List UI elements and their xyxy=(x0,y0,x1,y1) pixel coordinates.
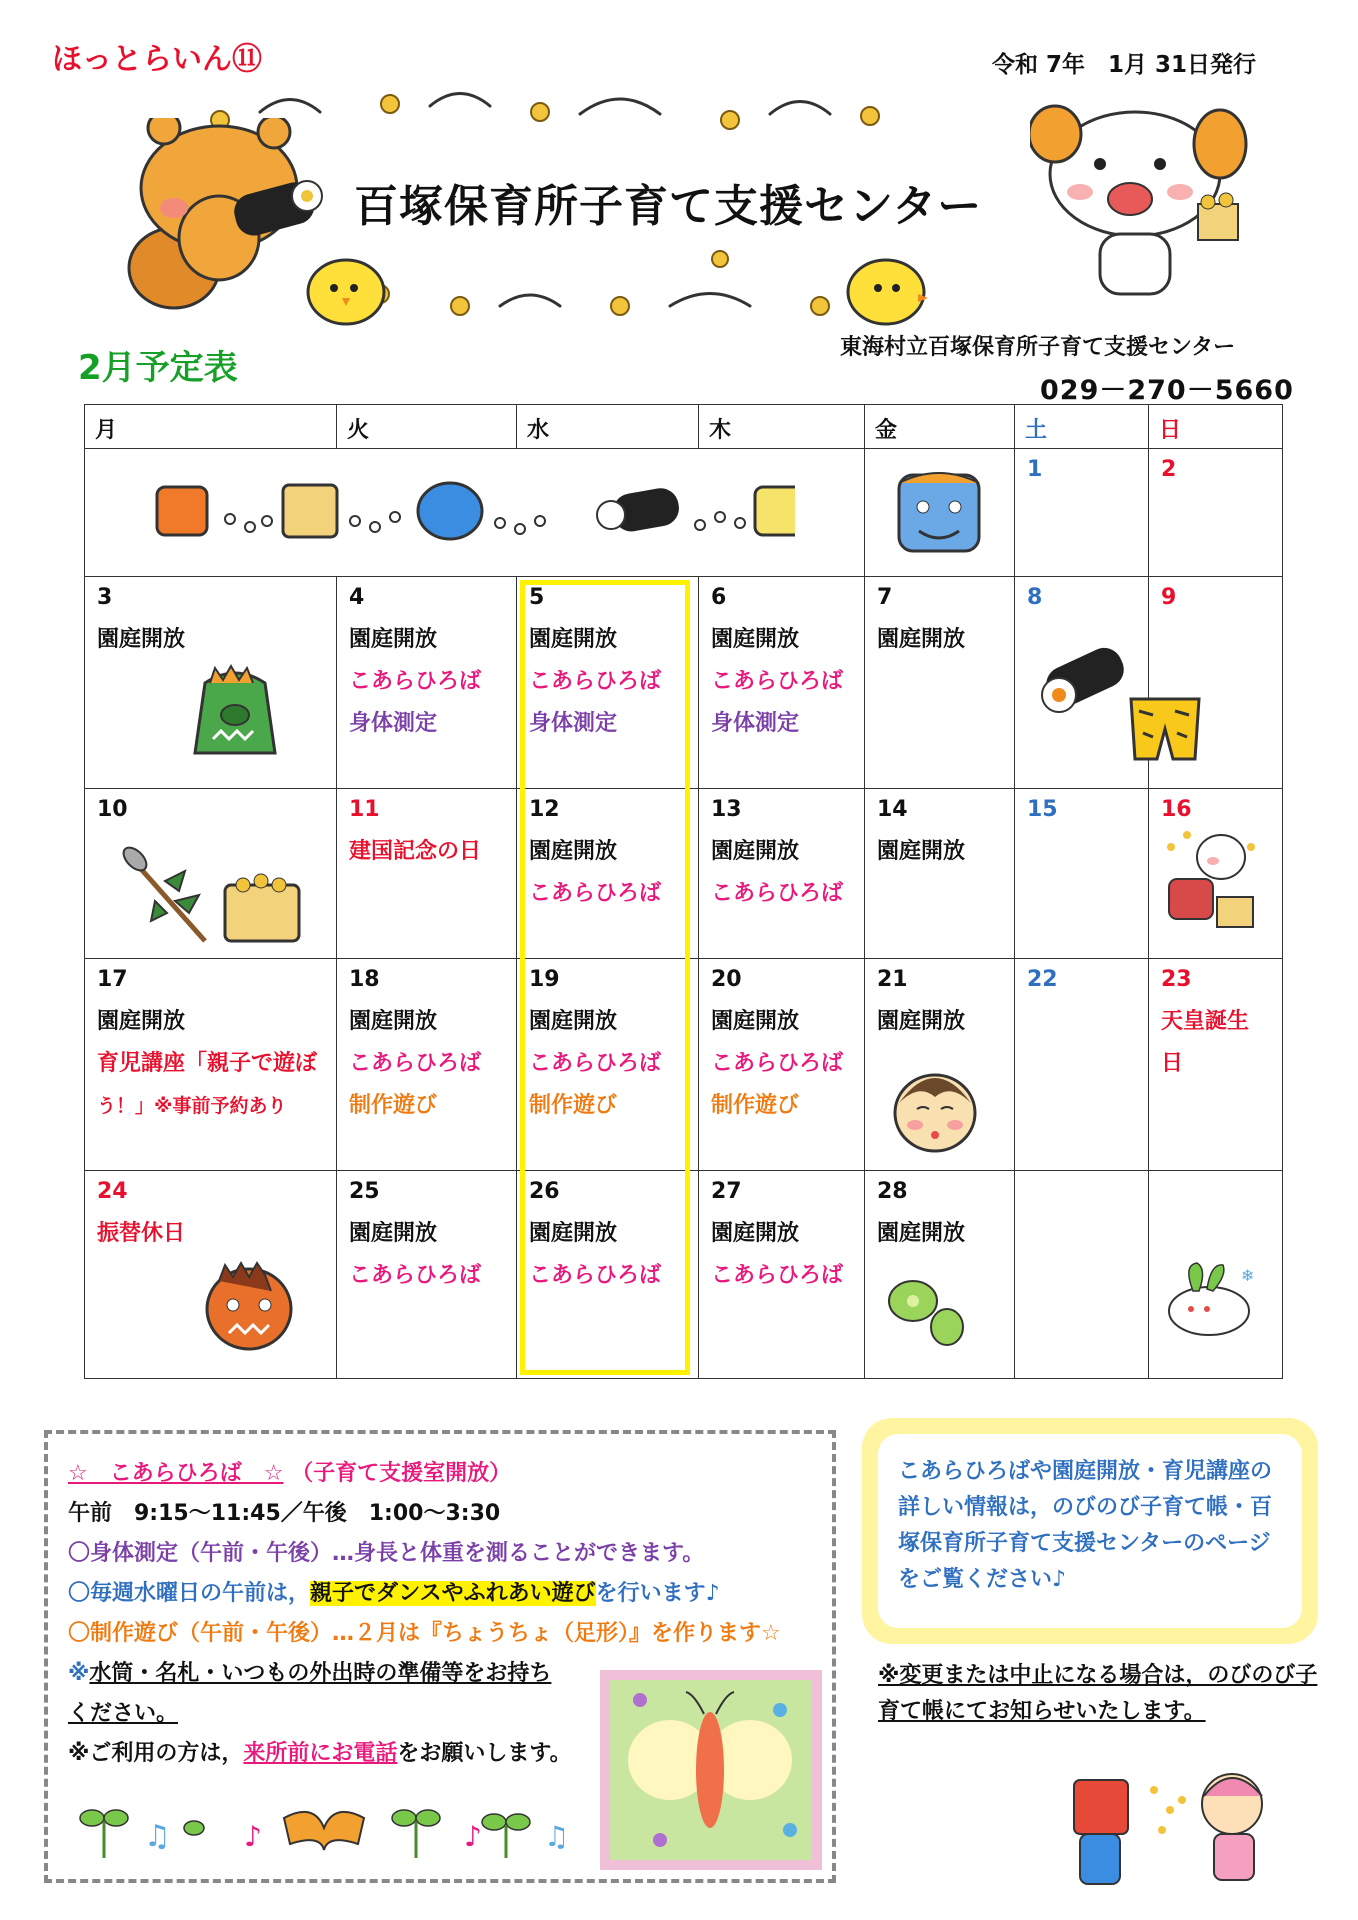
day-cell-7 xyxy=(864,576,1015,789)
day-cell-27 xyxy=(698,1170,865,1379)
event-koala: こあらひろば xyxy=(529,881,662,906)
day-cell-4 xyxy=(336,576,517,789)
event-holiday: 振替休日 xyxy=(97,1221,186,1246)
day-cell-10 xyxy=(84,788,337,959)
phone-highlight: 来所前にお電話 xyxy=(243,1741,398,1766)
svg-text:♪: ♪ xyxy=(464,1820,482,1853)
event-koala: こあらひろば xyxy=(529,1263,662,1288)
info-note-text: こあらひろばや園庭開放・育児講座の詳しい情報は，のびのび子育て帳・百塚保育所子育て支援センターのページをご覧ください♪ xyxy=(878,1434,1302,1628)
svg-text:♫: ♫ xyxy=(144,1819,171,1854)
ehomaki-icon xyxy=(1035,637,1135,717)
kids-setsubun-illustration xyxy=(1054,1760,1294,1900)
tiger-pants-icon xyxy=(1125,689,1205,769)
day-cell-20 xyxy=(698,958,865,1171)
day-cell-11 xyxy=(336,788,517,959)
day-cell-21 xyxy=(864,958,1015,1171)
wednesday-highlight xyxy=(520,580,690,1375)
squirrel-illustration xyxy=(124,118,324,318)
event-craft: 制作遊び xyxy=(529,1093,618,1118)
day-number: 26 xyxy=(529,1179,560,1204)
red-oni-icon xyxy=(199,1257,299,1353)
day-number: 21 xyxy=(877,967,908,992)
event-measurement: 身体測定 xyxy=(529,711,618,736)
day-number: 28 xyxy=(877,1179,908,1204)
event-garden: 園庭開放 xyxy=(711,1009,800,1034)
koala-line-craft: 〇制作遊び（午前・午後）…２月は『ちょうちょ（足形）』を作ります☆ xyxy=(68,1621,781,1646)
day-number: 4 xyxy=(349,585,365,610)
event-garden: 園庭開放 xyxy=(349,1009,438,1034)
day-cell-2 xyxy=(1148,448,1283,577)
day-number: 16 xyxy=(1161,797,1192,822)
puppy-illustration xyxy=(1030,104,1260,314)
event-holiday: 日 xyxy=(1161,1051,1184,1076)
phone-post: をお願いします。 xyxy=(397,1741,572,1766)
schedule-title: 2月予定表 xyxy=(78,348,238,388)
week0-fri-cell xyxy=(864,448,1015,577)
week0-decoration-cell xyxy=(84,448,865,577)
day-number: 3 xyxy=(97,585,113,610)
event-garden: 園庭開放 xyxy=(529,1221,618,1246)
day-number: 20 xyxy=(711,967,742,992)
day-number: 8 xyxy=(1027,585,1043,610)
otafuku-oni-icon xyxy=(1161,827,1261,937)
holly-sardine-icon xyxy=(115,841,315,951)
koala-hours: 午前 9:15～11:45／午後 1:00～3:30 xyxy=(68,1501,501,1526)
day-cell-empty-sat xyxy=(1014,1170,1149,1379)
event-course-note: う！」※事前予約あり xyxy=(97,1095,287,1117)
day-number: 15 xyxy=(1027,797,1058,822)
day-number: 2 xyxy=(1161,457,1177,482)
green-oni-icon xyxy=(185,663,285,759)
event-garden: 園庭開放 xyxy=(97,627,186,652)
weekday-sun: 日 xyxy=(1148,404,1283,449)
weekday-tue: 火 xyxy=(336,404,517,449)
event-koala: こあらひろば xyxy=(529,1051,662,1076)
sprout-notes-decoration xyxy=(74,1798,574,1868)
items-text: 水筒・名札・いつもの外出時の準備等をお持ち xyxy=(89,1661,552,1686)
wednesday-post: を行います♪ xyxy=(595,1581,720,1606)
phone-pre: ※ご利用の方は， xyxy=(68,1741,244,1766)
day-number: 23 xyxy=(1161,967,1192,992)
event-garden: 園庭開放 xyxy=(529,1009,618,1034)
org-phone: 029－270－5660 xyxy=(1040,375,1294,406)
day-number: 6 xyxy=(711,585,727,610)
event-garden: 園庭開放 xyxy=(97,1009,186,1034)
day-cell-14 xyxy=(864,788,1015,959)
day-cell-24 xyxy=(84,1170,337,1379)
day-cell-1 xyxy=(1014,448,1149,577)
weekday-wed: 水 xyxy=(516,404,699,449)
note-mark: ※ xyxy=(68,1661,90,1686)
event-koala: こあらひろば xyxy=(711,669,844,694)
setsubun-garland-icon xyxy=(155,477,795,557)
event-measurement: 身体測定 xyxy=(349,711,438,736)
event-garden: 園庭開放 xyxy=(877,839,966,864)
day-cell-15 xyxy=(1014,788,1149,959)
snow-rabbit-icon xyxy=(1163,1261,1263,1341)
day-number: 18 xyxy=(349,967,380,992)
day-cell-23 xyxy=(1148,958,1283,1171)
day-cell-9 xyxy=(1148,576,1283,789)
issue-date: 令和 7年 1月 31日発行 xyxy=(992,52,1257,78)
event-koala: こあらひろば xyxy=(711,1051,844,1076)
svg-text:♪: ♪ xyxy=(244,1820,262,1853)
koala-line-phone xyxy=(68,1736,572,1767)
butterfly-footprint-photo xyxy=(600,1670,822,1870)
day-cell-16 xyxy=(1148,788,1283,959)
event-craft: 制作遊び xyxy=(711,1093,800,1118)
calendar xyxy=(84,404,1283,1379)
change-notice: ※変更または中止になる場合は，のびのび子育て帳にてお知らせいたします。 xyxy=(878,1663,1318,1724)
center-title: 百塚保育所子育て支援センター xyxy=(354,181,983,232)
weekday-thu: 木 xyxy=(698,404,865,449)
event-koala: こあらひろば xyxy=(349,1051,482,1076)
day-number: 13 xyxy=(711,797,742,822)
day-cell-3 xyxy=(84,576,337,789)
koala-title-line xyxy=(68,1456,511,1487)
day-cell-13 xyxy=(698,788,865,959)
event-course: 育児講座「親子で遊ぼ xyxy=(97,1051,318,1076)
blue-oni-icon xyxy=(889,465,989,555)
svg-text:❄: ❄ xyxy=(1241,1266,1255,1285)
event-garden: 園庭開放 xyxy=(349,627,438,652)
wednesday-highlight-text: 親子でダンスやふれあい遊び xyxy=(310,1581,596,1606)
day-cell-17 xyxy=(84,958,337,1171)
koala-line-wednesday xyxy=(68,1576,720,1607)
event-garden: 園庭開放 xyxy=(349,1221,438,1246)
day-number: 22 xyxy=(1027,967,1058,992)
event-koala: こあらひろば xyxy=(349,1263,482,1288)
day-number: 19 xyxy=(529,967,560,992)
event-koala: こあらひろば xyxy=(349,669,482,694)
day-number: 27 xyxy=(711,1179,742,1204)
day-number: 1 xyxy=(1027,457,1043,482)
issue-label: ほっとらいん⑪ xyxy=(52,42,262,77)
day-cell-6 xyxy=(698,576,865,789)
day-number: 14 xyxy=(877,797,908,822)
event-craft: 制作遊び xyxy=(349,1093,438,1118)
event-garden: 園庭開放 xyxy=(711,1221,800,1246)
day-number: 11 xyxy=(349,797,380,822)
day-cell-28 xyxy=(864,1170,1015,1379)
event-koala: こあらひろば xyxy=(711,1263,844,1288)
chick-icon xyxy=(838,252,934,332)
day-number: 7 xyxy=(877,585,893,610)
otafuku-icon xyxy=(887,1063,983,1159)
day-number: 5 xyxy=(529,585,545,610)
koala-title-sub: （子育て支援室開放） xyxy=(291,1461,512,1486)
svg-text:♫: ♫ xyxy=(544,1820,570,1853)
day-cell-empty-sun xyxy=(1148,1170,1283,1379)
info-note-box xyxy=(862,1418,1318,1644)
day-number: 25 xyxy=(349,1179,380,1204)
event-garden: 園庭開放 xyxy=(877,1009,966,1034)
event-holiday: 建国記念の日 xyxy=(349,839,482,864)
koala-line-measurement: 〇身体測定（午前・午後）…身長と体重を測ることができます。 xyxy=(68,1541,705,1566)
event-measurement: 身体測定 xyxy=(711,711,800,736)
org-name: 東海村立百塚保育所子育て支援センター xyxy=(840,335,1236,360)
weekday-mon: 月 xyxy=(84,404,337,449)
day-cell-18 xyxy=(336,958,517,1171)
event-garden: 園庭開放 xyxy=(711,839,800,864)
weekday-fri: 金 xyxy=(864,404,1015,449)
event-garden: 園庭開放 xyxy=(877,627,966,652)
day-number: 17 xyxy=(97,967,128,992)
event-garden: 園庭開放 xyxy=(529,839,618,864)
chick-icon xyxy=(298,252,394,332)
event-holiday: 天皇誕生 xyxy=(1161,1009,1250,1034)
koala-line-items xyxy=(68,1656,551,1687)
event-garden: 園庭開放 xyxy=(711,627,800,652)
event-garden: 園庭開放 xyxy=(529,627,618,652)
day-number: 10 xyxy=(97,797,128,822)
day-number: 12 xyxy=(529,797,560,822)
weekday-sat: 土 xyxy=(1014,404,1149,449)
koala-info-box xyxy=(44,1430,836,1883)
event-koala: こあらひろば xyxy=(711,881,844,906)
event-garden: 園庭開放 xyxy=(877,1221,966,1246)
day-cell-25 xyxy=(336,1170,517,1379)
day-cell-22 xyxy=(1014,958,1149,1171)
koala-line-items-cont: ください。 xyxy=(68,1701,179,1726)
day-number: 24 xyxy=(97,1179,128,1204)
koala-title: ☆ こあらひろば ☆ xyxy=(68,1461,284,1486)
wednesday-pre: 〇毎週水曜日の午前は， xyxy=(68,1581,311,1606)
day-number: 9 xyxy=(1161,585,1177,610)
butterbur-sprout-icon xyxy=(883,1271,973,1351)
event-koala: こあらひろば xyxy=(529,669,662,694)
